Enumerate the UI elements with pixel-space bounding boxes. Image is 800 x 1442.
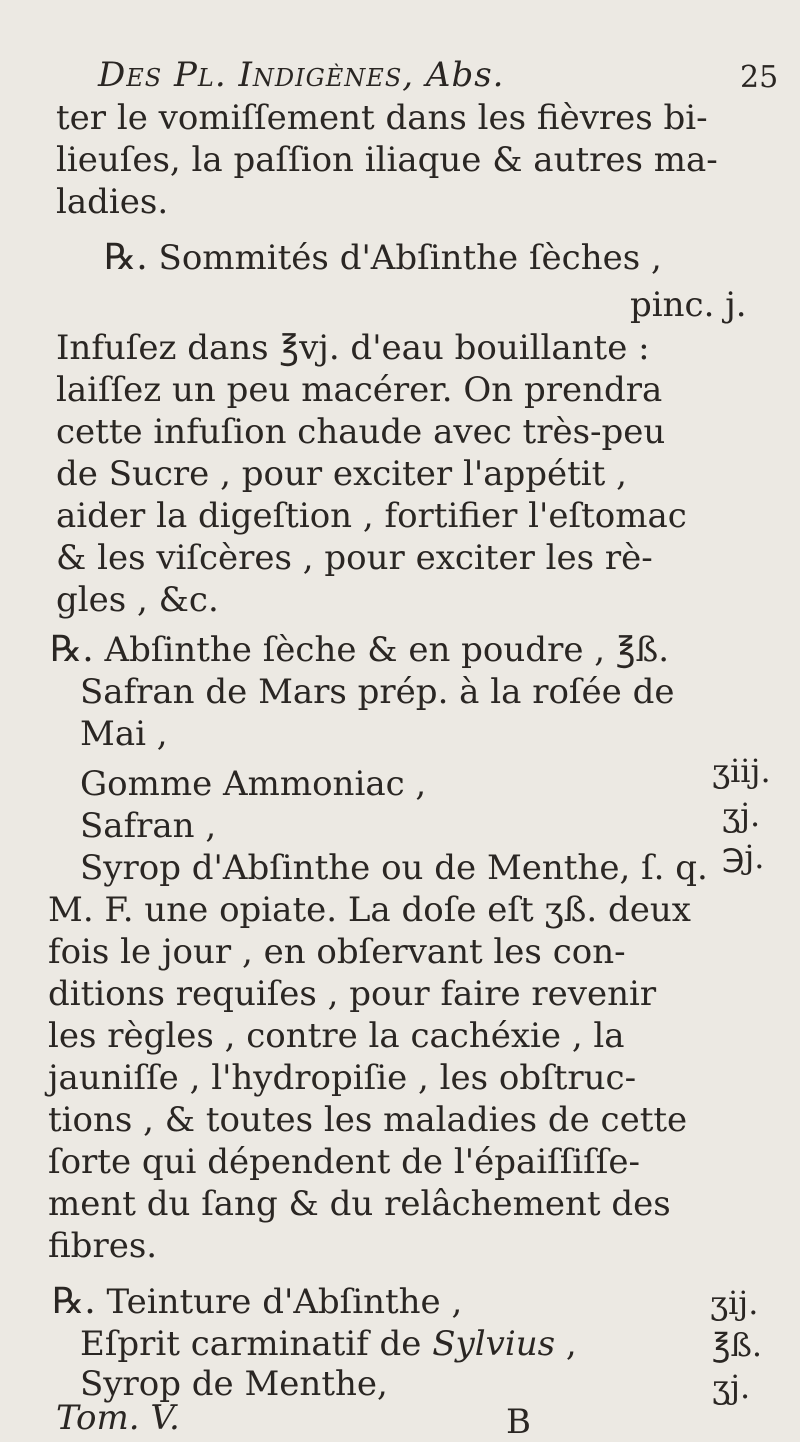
rx-symbol: ℞. [50,629,94,670]
text-line: tions , & toutes les maladies de cette [48,1100,688,1140]
text-line: M. F. une opiate. La doſe eſt ʒß. deux [48,890,691,930]
rx-symbol: ℞. [104,237,148,278]
text-line: ladies. [56,182,169,222]
text-line: ter le vomiſſement dans les fièvres bi- [56,98,708,138]
ingredient-line: Syrop de Menthe, [80,1364,388,1404]
dose: ℥ß. [712,1326,763,1364]
text-line: gles , &c. [56,580,219,620]
ingredient: Sommités d'Abſinthe ſèches , [158,238,662,278]
text-line: les règles , contre la cachéxie , la [48,1016,625,1056]
text-line: & les viſcères , pour exciter les rè- [56,538,653,578]
text-line: ditions requiſes , pour faire revenir [48,974,657,1014]
dose: ʒj. [712,1368,751,1406]
volume-signature: Tom. V. [56,1398,180,1438]
punctuation: , [555,1324,577,1364]
ingredient: Teinture d'Abſinthe , [106,1282,463,1322]
text-line: laiſſez un peu macérer. On prendra [56,370,663,410]
dose: ʒiij. [712,752,771,790]
text-line: aider la digeſtion , fortifier l'eſtomac [56,496,687,536]
running-title-main: Des Pl. Indigènes, [98,55,426,95]
text-line: lieuſes, la paſſion iliaque & autres ma- [56,140,718,180]
text-line: ſorte qui dépendent de l'épaiſſiſſe- [48,1142,640,1182]
running-title [98,55,504,95]
text-line: fois le jour , en obſervant les con- [48,932,626,972]
text-line: jauniſſe , l'hydropiſie , les obſtruc- [48,1058,637,1098]
ingredient-line [80,1324,577,1364]
author-name: Sylvius [432,1324,556,1364]
text-line: ment du ſang & du relâchement des [48,1184,671,1224]
text-line: de Sucre , pour exciter l'appétit , [56,454,627,494]
ingredient-line: Mai , [80,714,168,754]
ingredient-line: Syrop d'Abſinthe ou de Menthe, ſ. q. [80,848,708,888]
dose-line: pinc. j. [630,285,747,325]
recipe-line [52,1282,462,1322]
ingredient-line: Gomme Ammoniac , [80,764,427,804]
ingredient-line: Safran de Mars prép. à la roſée de [80,672,675,712]
dose: ℈j. [722,838,765,876]
recipe-line [104,238,662,278]
text-line: cette infuſion chaude avec très-peu [56,412,666,452]
text-line: Infuſez dans ℥vj. d'eau bouillante : [56,328,650,368]
dose: ʒij. [710,1284,759,1322]
page-number: 25 [740,60,779,95]
ingredient: Eſprit carminatif de [80,1324,433,1364]
ingredient: Abſinthe ſèche & en poudre , ℥ß. [104,630,670,670]
gathering-signature: B [506,1402,531,1442]
text-line: fibres. [48,1226,158,1266]
dose: ʒj. [722,796,761,834]
ingredient-line: Safran , [80,806,217,846]
rx-symbol: ℞. [52,1281,96,1322]
recipe-line [50,630,669,670]
running-title-abbr: Abs. [425,55,505,95]
